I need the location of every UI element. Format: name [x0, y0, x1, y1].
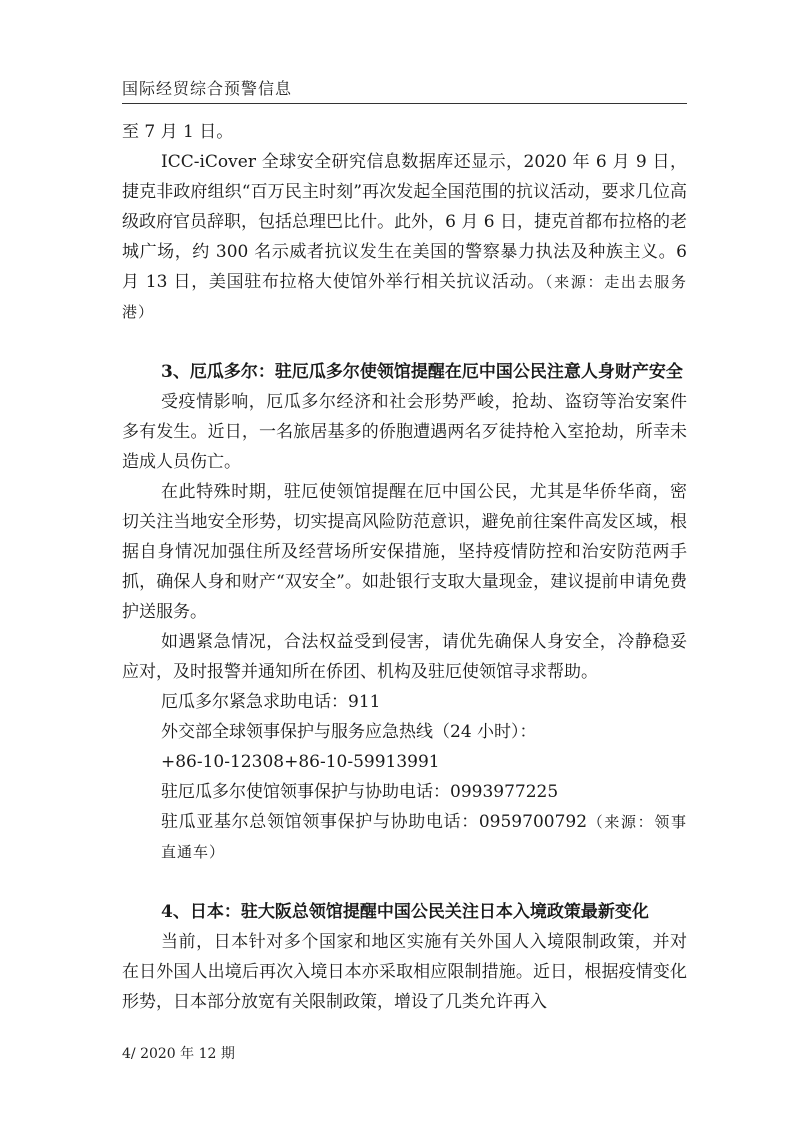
- paragraph-text: ICC-iCover 全球安全研究信息数据库还显示，2020 年 6 月 9 日，捷克非政府组织“百万民主时刻”再次发起全国范围的抗议活动，要求几位高级政府官员辞职，包括总理巴比什。此外，6 月 6 日，捷克首都布拉格的老城广场，约 300 名示威者抗议发生在美国的警察暴力执法及种族主义。6 月 13 日，美国驻布拉格大使馆外举行相关抗议活动。: [122, 152, 687, 292]
- header-divider: [122, 103, 687, 104]
- section-heading-ecuador: 3、厄瓜多尔：驻厄瓜多尔使领馆提醒在厄中国公民注意人身财产安全: [161, 362, 683, 382]
- contact-line-hotline: 外交部全球领事保护与服务应急热线（24 小时）：: [161, 722, 537, 742]
- paragraph-japan-1: 当前，日本针对多个国家和地区实施有关外国人入境限制政策，并对在日外国人出境后再次入境日本亦采取相应限制措施。近日，根据疫情变化形势，日本部分放宽有关限制政策，增设了几类允许再入: [122, 932, 687, 1012]
- contact-line-consulate: [122, 807, 687, 867]
- continued-line: 至 7 月 1 日。: [122, 122, 234, 142]
- paragraph-ecuador-2: 在此特殊时期，驻厄使领馆提醒在厄中国公民，尤其是华侨华商，密切关注当地安全形势，切实提高风险防范意识，避免前往案件高发区域，根据自身情况加强住所及经营场所安保措施，坚持疫情防控和治安防范两手抓，确保人身和财产“双安全”。如赴银行支取大量现金，建议提前申请免费护送服务。: [122, 482, 687, 622]
- section-heading-japan: 4、日本：驻大阪总领馆提醒中国公民关注日本入境政策最新变化: [161, 902, 649, 922]
- page-content: [122, 117, 687, 1017]
- section-gap: [122, 867, 687, 897]
- contact-text: 驻瓜亚基尔总领馆领事保护与协助电话：0959700792: [161, 812, 588, 832]
- contact-line-emergency: 厄瓜多尔紧急求助电话：911: [161, 692, 381, 712]
- contact-line-embassy: 驻厄瓜多尔使馆领事保护与协助电话：0993977225: [161, 782, 559, 802]
- source-note: （来源：领事直通车）: [161, 813, 687, 861]
- paragraph-czech: [122, 147, 687, 327]
- running-header: 国际经贸综合预警信息: [122, 79, 293, 98]
- paragraph-ecuador-1: 受疫情影响，厄瓜多尔经济和社会形势严峻，抢劫、盗窃等治安案件多有发生。近日，一名旅居基多的侨胞遭遇两名歹徒持枪入室抢劫，所幸未造成人员伤亡。: [122, 392, 687, 472]
- contact-line-hotline-numbers: +86-10-12308+86-10-59913991: [161, 752, 440, 772]
- paragraph-ecuador-3: 如遇紧急情况，合法权益受到侵害，请优先确保人身安全，冷静稳妥应对，及时报警并通知所在侨团、机构及驻厄使领馆寻求帮助。: [122, 632, 687, 682]
- page-footer: 4/ 2020 年 12 期: [122, 1046, 235, 1062]
- source-note: （来源：走出去服务港）: [122, 273, 687, 321]
- section-gap: [122, 327, 687, 357]
